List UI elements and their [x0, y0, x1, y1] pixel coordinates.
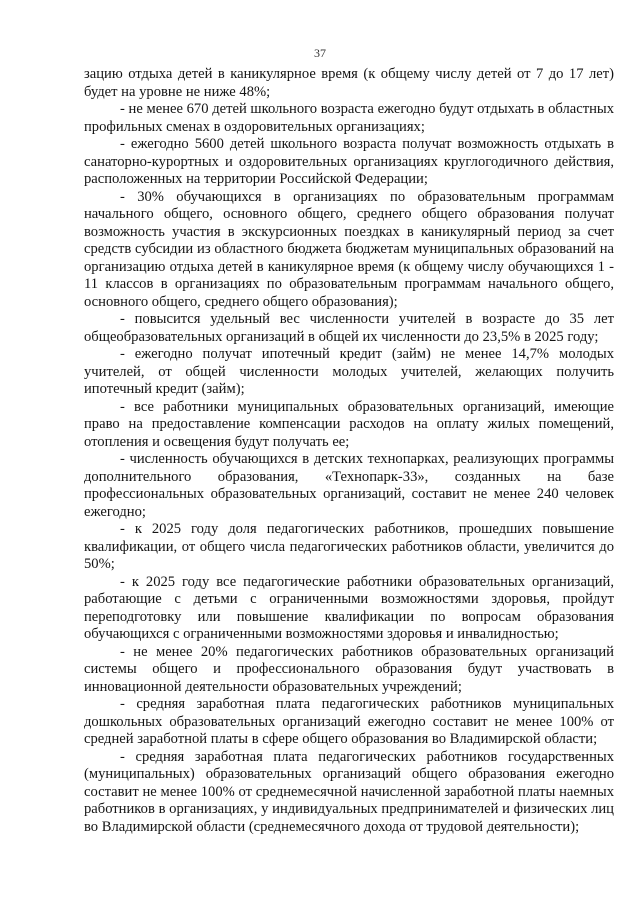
list-item: - средняя заработная плата педагогических работников государственных (муниципальных) образовательных организаций общего образования ежегодно составит не менее 100% от среднемесячной начисленной заработной платы наемных работников в организациях, у индивидуальных предпринимателей и физических лиц во Владимирской области (среднемесячного дохода от трудовой деятельности);	[84, 748, 614, 835]
list-item: - 30% обучающихся в организациях по образовательным программам начального общего, основного общего, среднего общего образования получат возможность участия в экскурсионных поездках в каникулярный период за счет средств субсидии из областного бюджета бюджетам муниципальных образований на организацию отдыха детей в каникулярное время (к общему числу обучающихся 1 - 11 классов в организациях по образовательным программам начального общего, основного общего, среднего общего образования);	[84, 188, 614, 310]
list-item: - все работники муниципальных образовательных организаций, имеющие право на предоставление компенсации расходов на оплату жилых помещений, отопления и освещения будут получать ее;	[84, 398, 614, 450]
body-text	[84, 66, 614, 836]
page-number: 37	[314, 46, 326, 60]
list-item: - численность обучающихся в детских технопарках, реализующих программы дополнительного образования, «Технопарк-33», созданных на базе профессиональных образовательных организаций, составит не менее 240 человек ежегодно;	[84, 451, 614, 520]
list-item: - не менее 20% педагогических работников образовательных организаций системы общего и профессионального образования будут участвовать в инновационной деятельности образовательных учреждений;	[84, 643, 614, 695]
list-item: - ежегодно 5600 детей школьного возраста получат возможность отдыхать в санаторно-курортных и оздоровительных организациях круглогодичного действия, расположенных на территории Российской Федерации;	[84, 136, 614, 187]
list-item: - не менее 670 детей школьного возраста ежегодно будут отдыхать в областных профильных сменах в оздоровительных организациях;	[84, 101, 614, 135]
list-item: - средняя заработная плата педагогических работников муниципальных дошкольных образовательных организаций ежегодно составит не менее 100% от средней заработной платы в сфере общего образования во Владимирской области;	[84, 696, 614, 747]
list-item: - к 2025 году все педагогические работники образовательных организаций, работающие с детьми с ограниченными возможностями здоровья, пройдут переподготовку или повышение квалификации по вопросам образования обучающихся с ограниченными возможностями здоровья и инвалидностью;	[84, 573, 614, 642]
list-item: - к 2025 году доля педагогических работников, прошедших повышение квалификации, от общего числа педагогических работников области, увеличится до 50%;	[84, 521, 614, 572]
list-item: - повысится удельный вес численности учителей в возрасте до 35 лет общеобразовательных организаций в общей их численности до 23,5% в 2025 году;	[84, 311, 614, 345]
list-item: - ежегодно получат ипотечный кредит (займ) не менее 14,7% молодых учителей, от общей численности молодых учителей, желающих получить ипотечный кредит (займ);	[84, 346, 614, 397]
paragraph-continuation: зацию отдыха детей в каникулярное время (к общему числу детей от 7 до 17 лет) будет на уровне не ниже 48%;	[84, 66, 614, 100]
